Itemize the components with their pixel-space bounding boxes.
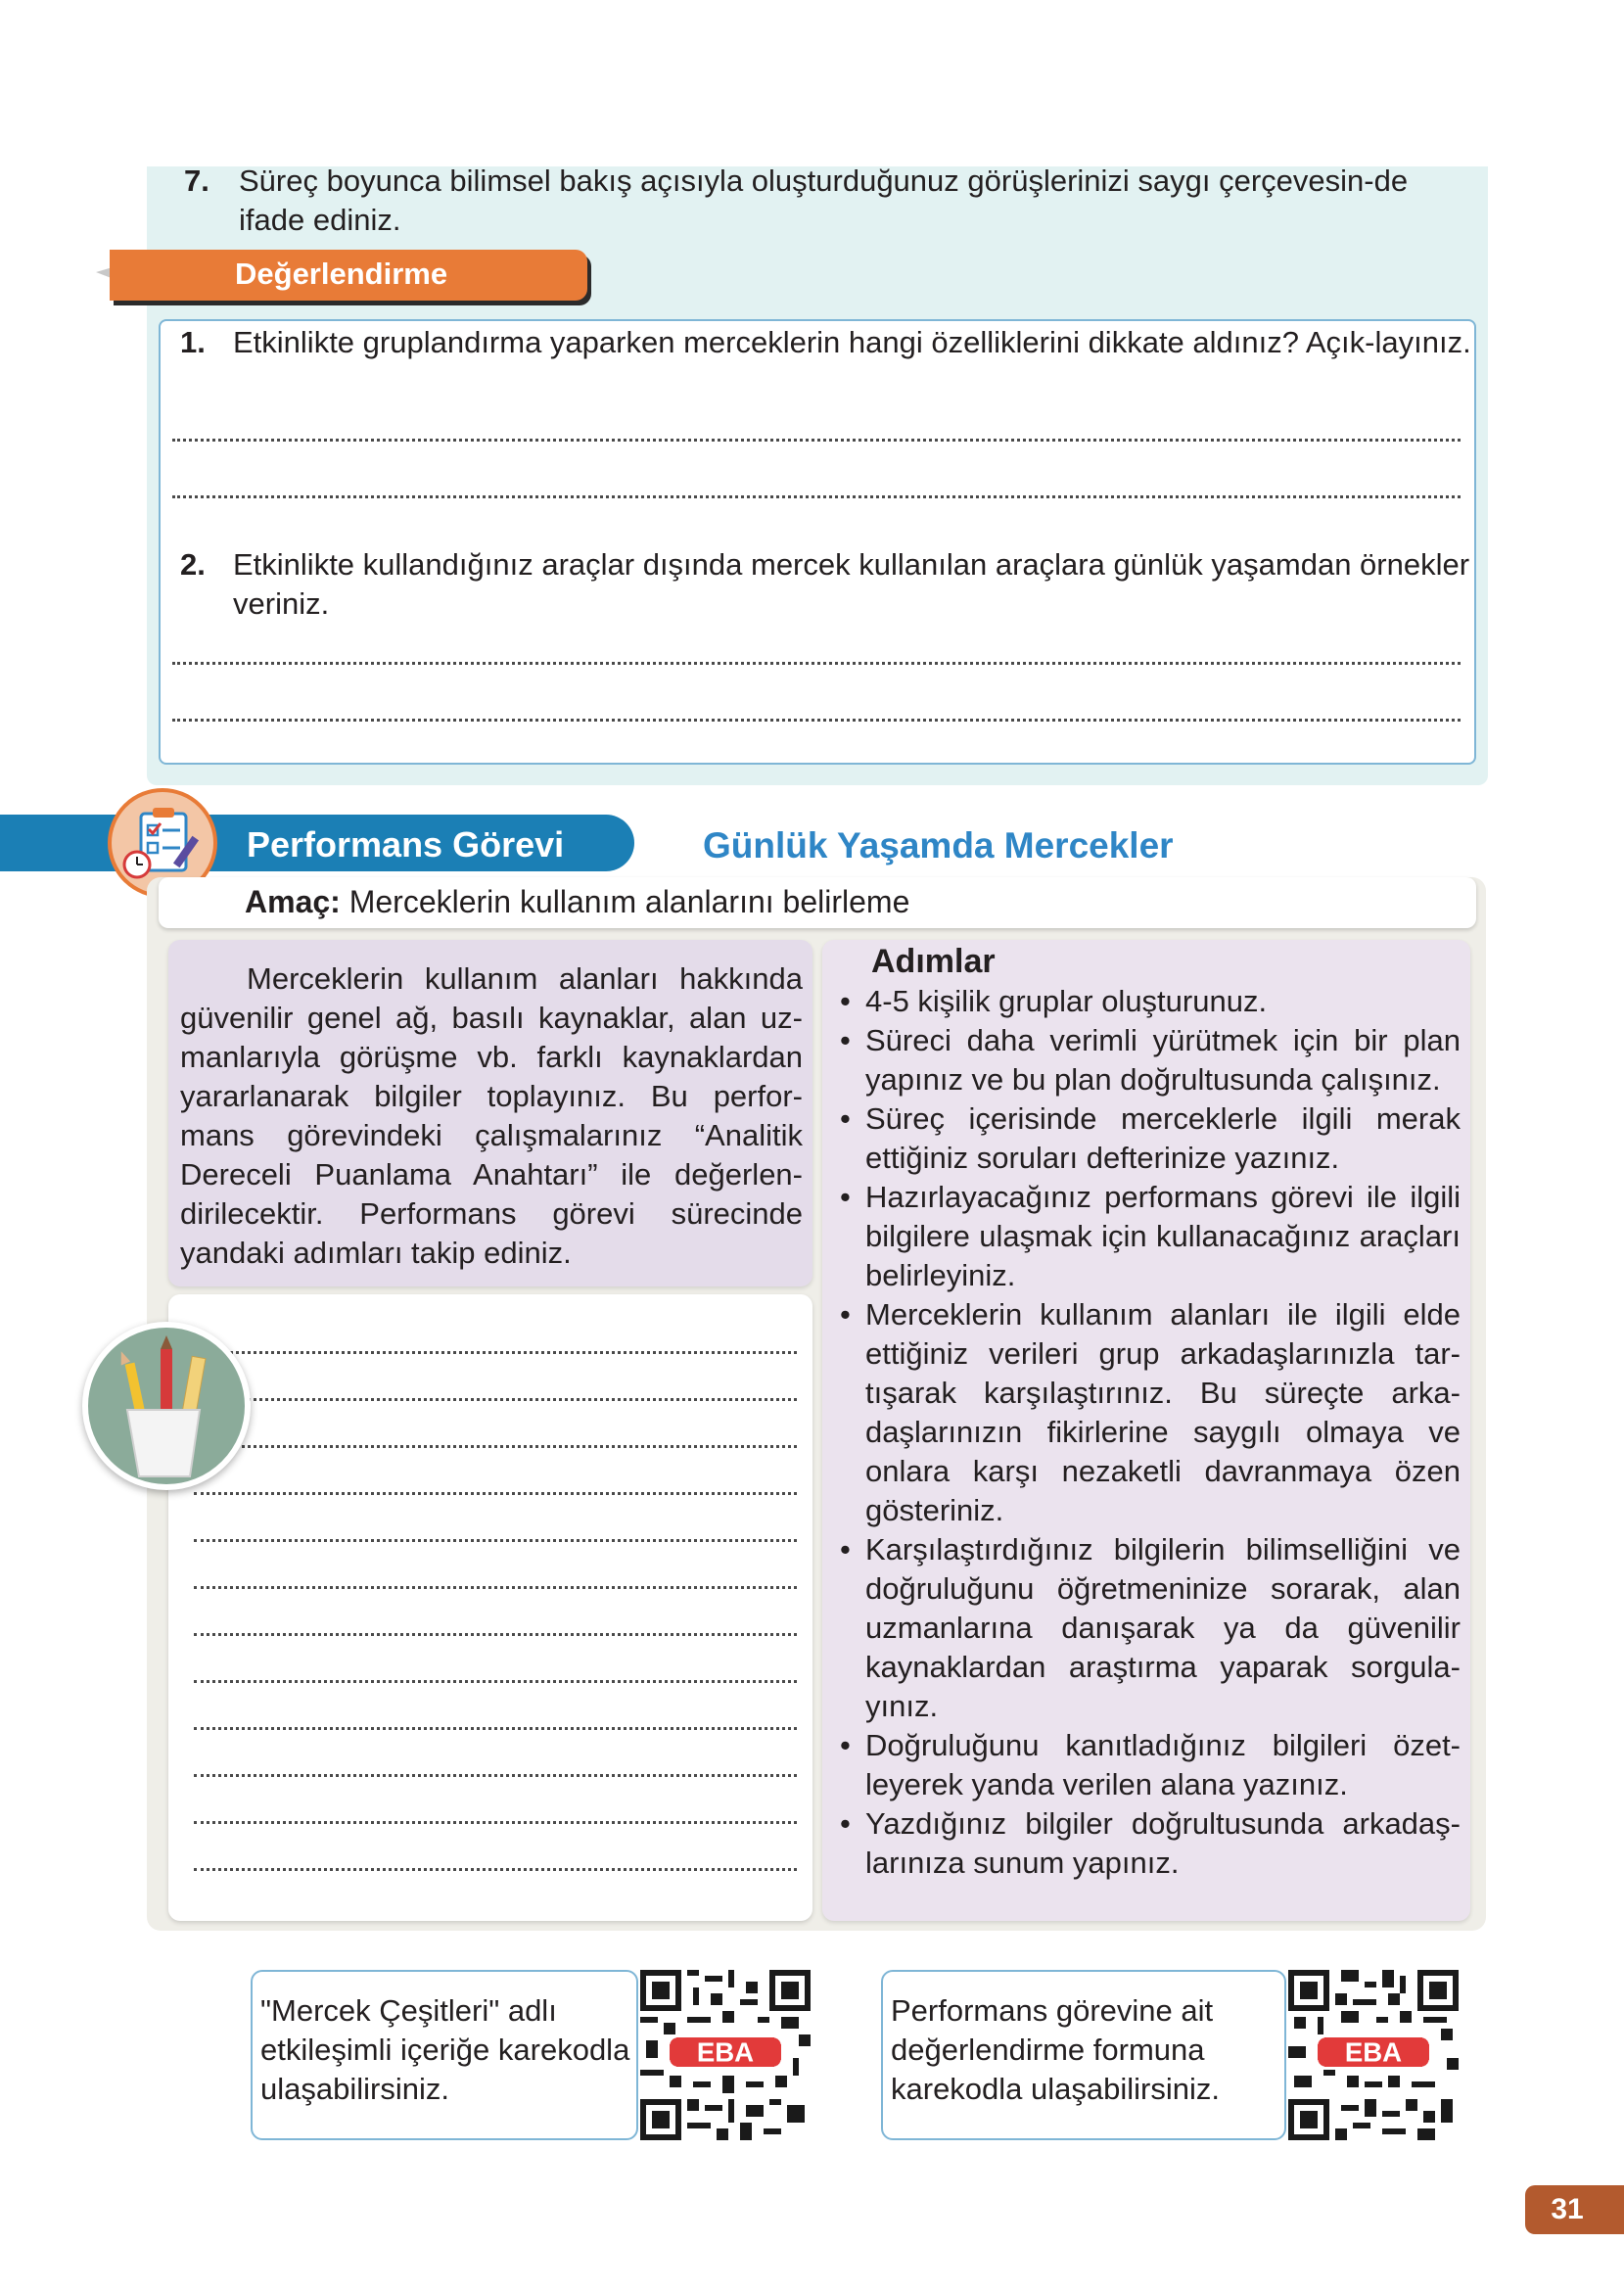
answer-line[interactable]	[172, 662, 1461, 665]
question-text: Etkinlikte gruplandırma yaparken merceklerin hangi özelliklerini dikkate aldınız? Açık-layınız.	[233, 325, 1471, 359]
steps-list	[838, 982, 1461, 1883]
writing-line[interactable]	[194, 1539, 797, 1542]
qr-code-icon[interactable]	[1288, 1970, 1459, 2140]
list-item: • Yazdığınız bilgiler doğrultusunda arkadaş-larınıza sunum yapınız.	[838, 1804, 1461, 1883]
list-item: • Süreç içerisinde merceklerle ilgili merak ettiğiniz soruları defterinize yazınız.	[838, 1099, 1461, 1178]
writing-line[interactable]	[194, 1586, 797, 1589]
answer-line[interactable]	[172, 719, 1461, 722]
answer-line[interactable]	[172, 439, 1461, 442]
question-text: Süreç boyunca bilimsel bakış açısıyla oluşturduğunuz görüşlerinizi saygı çerçevesin-de ifade ediniz.	[239, 164, 1409, 237]
question-number: 1.	[180, 325, 206, 359]
writing-line[interactable]	[194, 1680, 797, 1683]
performance-title: Günlük Yaşamda Mercekler	[703, 825, 1174, 865]
writing-line[interactable]	[194, 1774, 797, 1777]
writing-line[interactable]	[194, 1633, 797, 1636]
pencil-cup-icon	[82, 1322, 251, 1490]
evaluation-box	[159, 319, 1476, 765]
evaluation-question-2	[180, 545, 1474, 621]
evaluation-question-1	[180, 323, 1474, 362]
writing-line[interactable]	[194, 1445, 797, 1448]
steps-title: Adımlar	[871, 943, 996, 980]
writing-line[interactable]	[194, 1821, 797, 1824]
question-number: 2.	[180, 547, 206, 582]
question-text: Etkinlikte kullandığınız araçlar dışında mercek kullanılan araçlara günlük yaşamdan örnekler veriniz.	[233, 547, 1470, 621]
writing-line[interactable]	[194, 1492, 797, 1495]
answer-line[interactable]	[172, 495, 1461, 498]
qr-info-text-2: Performans görevine ait değerlendirme formuna karekodla ulaşabilirsiniz.	[891, 1993, 1220, 2106]
writing-line[interactable]	[194, 1351, 797, 1354]
page-number: 31	[1525, 2185, 1624, 2234]
question-number: 7.	[184, 164, 209, 198]
writing-line[interactable]	[194, 1727, 797, 1730]
eba-badge: EBA	[696, 2036, 755, 2068]
qr-code-icon[interactable]	[640, 1970, 811, 2140]
question-7	[184, 162, 1476, 237]
writing-line[interactable]	[194, 1398, 797, 1401]
aim-line	[245, 884, 909, 920]
list-item: • Hazırlayacağınız performans görevi ile ilgili bilgilere ulaşmak için kullanacağınız araçları belirleyiniz.	[838, 1178, 1461, 1295]
list-item: • Karşılaştırdığınız bilgilerin bilimselliğini ve doğruluğunu öğretmeninize sorarak, alan uzmanlarına danışarak ya da güvenilir kaynaklardan araştırma yaparak sorgula-yınız.	[838, 1530, 1461, 1726]
intro-text: Merceklerin kullanım alanları hakkında güvenilir genel ağ, basılı kaynaklar, alan uz-manlarıyla görüşme vb. farklı kaynaklardan yararlanarak bilgiler toplayınız. Bu perfor-mans görevindeki çalışmalarınız “Analitik Dereceli Puanlama Anahtarı” ile değerlen-dirilecektir. Performans görevi sürecinde yandaki adımları takip ediniz.	[180, 961, 803, 1270]
list-item: • Merceklerin kullanım alanları ile ilgili elde ettiğiniz verileri grup arkadaşlarınızla tar-tışarak karşılaştırınız. Bu süreçte arka-daşlarınızın fikirlerine saygılı olmaya ve onlara karşı nezaketli davranmaya özen gösteriniz.	[838, 1295, 1461, 1530]
writing-line[interactable]	[194, 1868, 797, 1871]
list-item: • Doğruluğunu kanıtladığınız bilgileri özet-leyerek yanda verilen alana yazınız.	[838, 1726, 1461, 1804]
writing-area	[168, 1294, 812, 1921]
list-item: • Süreci daha verimli yürütmek için bir plan yapınız ve bu plan doğrultusunda çalışınız.	[838, 1021, 1461, 1099]
list-item: • 4-5 kişilik gruplar oluşturunuz.	[838, 982, 1461, 1021]
performance-label: Performans Görevi	[247, 824, 565, 865]
eba-badge: EBA	[1344, 2036, 1403, 2068]
aim-label: Amaç:	[245, 884, 341, 919]
qr-info-text-1: "Mercek Çeşitleri" adlı etkileşimli içeriğe karekodla ulaşabilirsiniz.	[260, 1993, 630, 2106]
aim-text: Merceklerin kullanım alanlarını belirleme	[340, 884, 910, 919]
evaluation-heading: Değerlendirme	[235, 257, 448, 291]
